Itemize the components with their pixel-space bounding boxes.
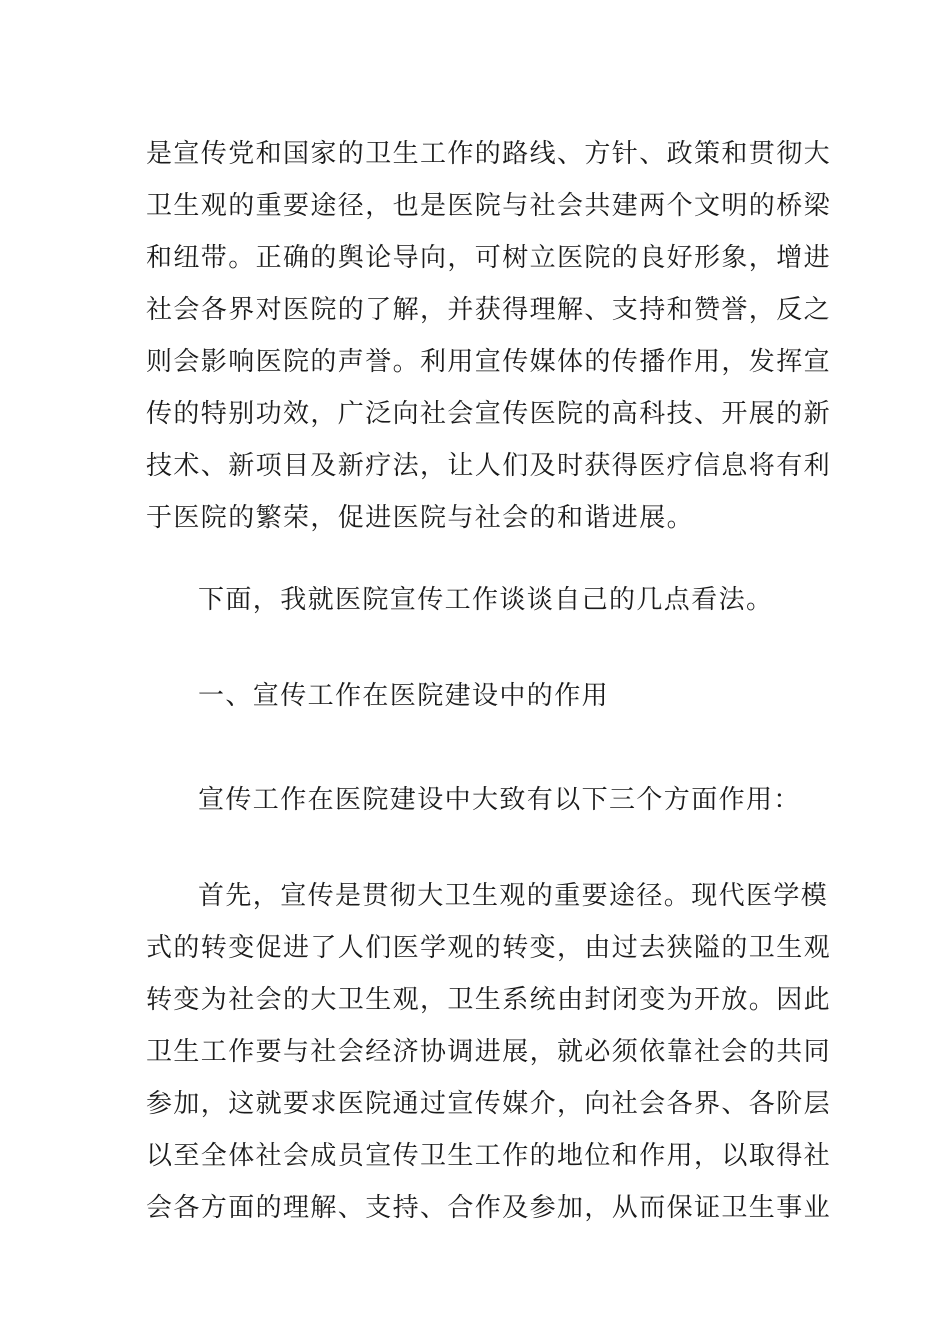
text-line: 传的特别功效，广泛向社会宣传医院的高科技、开展的新 — [146, 399, 832, 429]
text-line: 参加，这就要求医院通过宣传媒介，向社会各界、各阶层 — [146, 1089, 832, 1119]
paragraph-1 — [146, 128, 832, 544]
paragraph-3 — [146, 774, 806, 826]
text-line: 则会影响医院的声誉。利用宣传媒体的传播作用，发挥宣 — [146, 347, 832, 377]
text-line: 是宣传党和国家的卫生工作的路线、方针、政策和贯彻大 — [146, 139, 832, 169]
text-line: 首先，宣传是贯彻大卫生观的重要途径。现代医学模 — [198, 881, 829, 911]
text-line: 下面，我就医院宣传工作谈谈自己的几点看法。 — [198, 585, 774, 615]
paragraph-2 — [146, 574, 806, 626]
text-line: 以至全体社会成员宣传卫生工作的地位和作用，以取得社 — [146, 1141, 832, 1171]
section-heading — [146, 670, 806, 722]
text-line: 一、宣传工作在医院建设中的作用 — [198, 681, 610, 711]
text-line: 技术、新项目及新疗法，让人们及时获得医疗信息将有利 — [146, 451, 832, 481]
text-line: 会各方面的理解、支持、合作及参加，从而保证卫生事业 — [146, 1193, 832, 1223]
text-line: 式的转变促进了人们医学观的转变，由过去狭隘的卫生观 — [146, 933, 832, 963]
text-line: 和纽带。正确的舆论导向，可树立医院的良好形象，增进 — [146, 243, 832, 273]
text-line: 卫生工作要与社会经济协调进展，就必须依靠社会的共同 — [146, 1037, 832, 1067]
text-line: 卫生观的重要途径，也是医院与社会共建两个文明的桥梁 — [146, 191, 832, 221]
text-line: 宣传工作在医院建设中大致有以下三个方面作用： — [198, 785, 801, 815]
text-line: 转变为社会的大卫生观，卫生系统由封闭变为开放。因此 — [146, 985, 832, 1015]
paragraph-4 — [146, 870, 832, 1234]
text-line: 于医院的繁荣，促进医院与社会的和谐进展。 — [146, 503, 695, 533]
text-line: 社会各界对医院的了解，并获得理解、支持和赞誉，反之 — [146, 295, 832, 325]
